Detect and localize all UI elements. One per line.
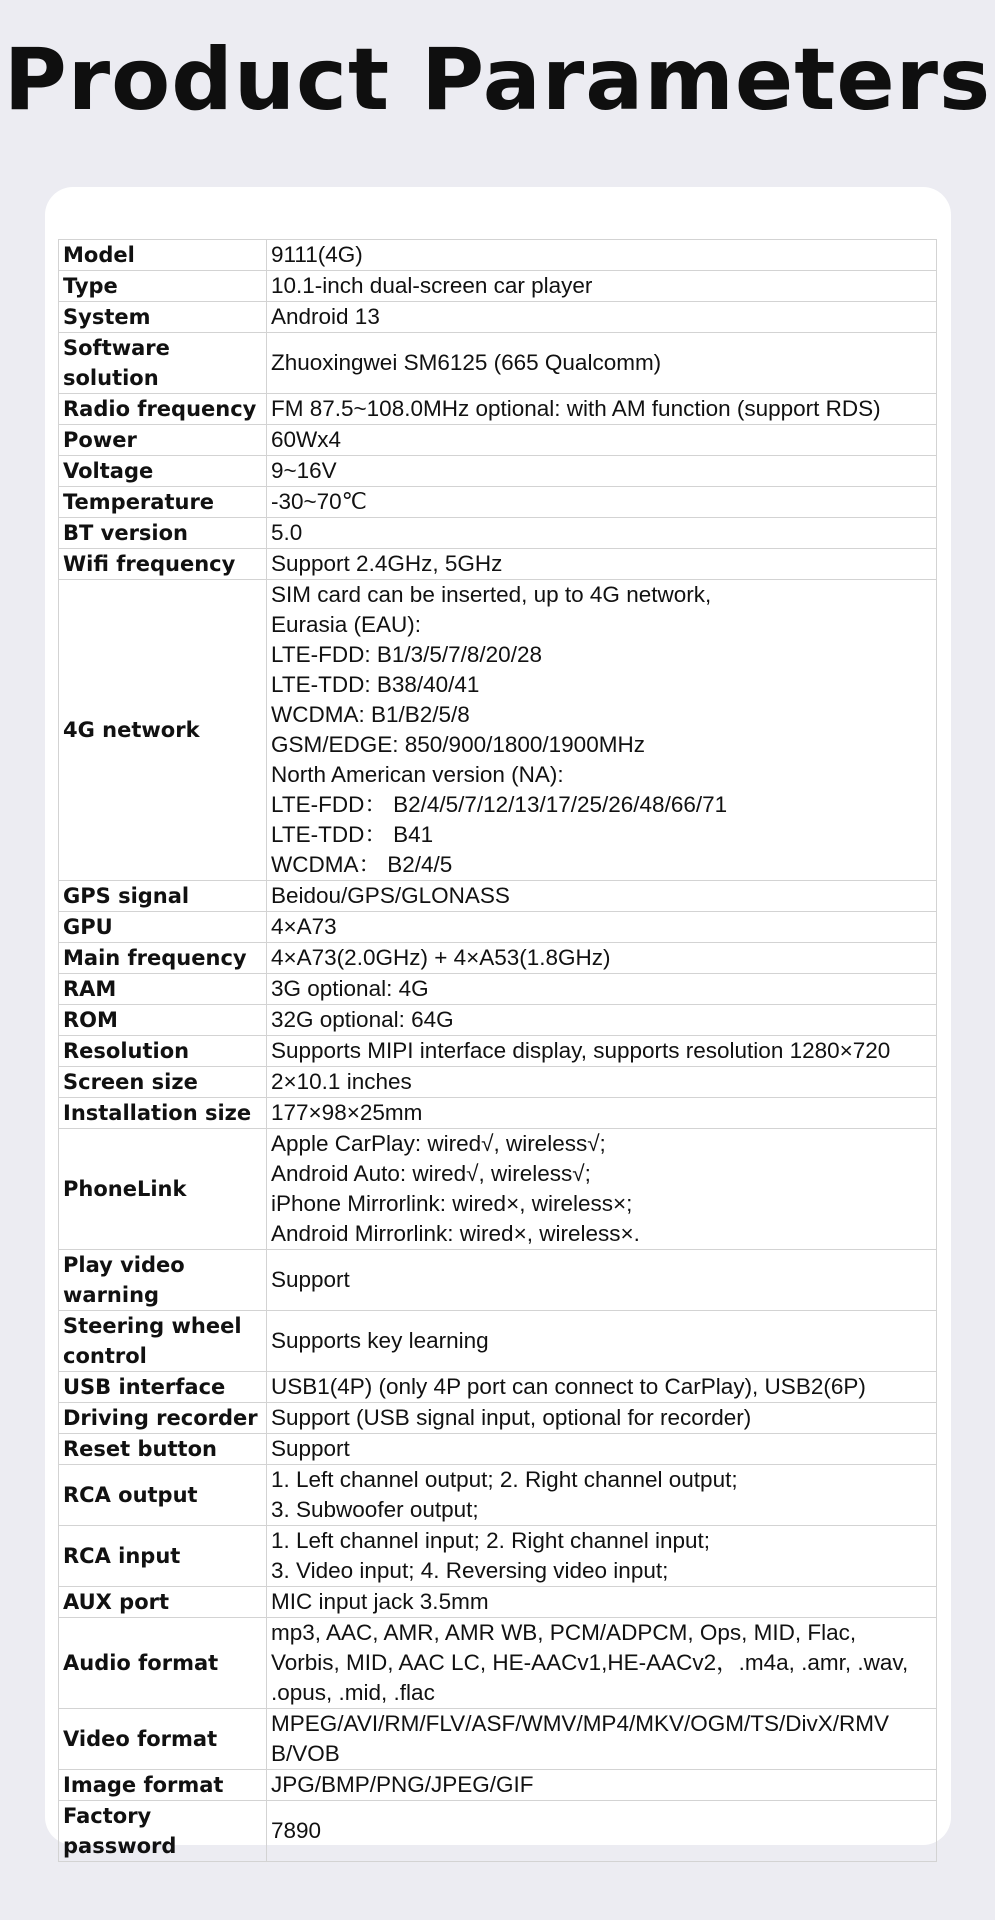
param-value <box>267 1372 937 1403</box>
param-value <box>267 912 937 943</box>
param-label: Resolution <box>59 1036 267 1067</box>
table-row <box>59 912 937 943</box>
param-value-line: .opus, .mid, .flac <box>271 1680 435 1705</box>
param-value-line: Zhuoxingwei SM6125 (665 Qualcomm) <box>271 350 662 375</box>
table-row <box>59 425 937 456</box>
page-title: Product Parameters <box>3 30 992 130</box>
table-row <box>59 1465 937 1526</box>
param-value <box>267 1129 937 1250</box>
param-label: Installation size <box>59 1098 267 1129</box>
table-row <box>59 333 937 394</box>
param-label: RCA input <box>59 1526 267 1587</box>
param-label: Factory password <box>59 1801 267 1862</box>
param-label: Steering wheel control <box>59 1311 267 1372</box>
param-value-line: 3. Video input; 4. Reversing video input; <box>271 1558 669 1583</box>
param-label: Model <box>59 240 267 271</box>
param-value-line: Vorbis, MID, AAC LC, HE-AACv1,HE-AACv2，.m4a, .amr, .wav, <box>271 1650 909 1675</box>
param-value-line: LTE-FDD: B1/3/5/7/8/20/28 <box>271 642 542 667</box>
table-row <box>59 1250 937 1311</box>
param-value-line: 3. Subwoofer output; <box>271 1497 479 1522</box>
param-value-line: FM 87.5~108.0MHz optional: with AM function (support RDS) <box>271 396 881 421</box>
param-label: Screen size <box>59 1067 267 1098</box>
table-row <box>59 974 937 1005</box>
table-row <box>59 1587 937 1618</box>
table-row <box>59 1005 937 1036</box>
param-value-line: Android 13 <box>271 304 380 329</box>
table-row <box>59 1129 937 1250</box>
param-value-line: 1. Left channel input; 2. Right channel input; <box>271 1528 711 1553</box>
param-value-line: SIM card can be inserted, up to 4G network, <box>271 582 712 607</box>
param-value <box>267 1403 937 1434</box>
param-value-line: JPG/BMP/PNG/JPEG/GIF <box>271 1772 534 1797</box>
param-value-line: WCDMA： B2/4/5 <box>271 852 453 877</box>
param-value <box>267 1311 937 1372</box>
param-label: PhoneLink <box>59 1129 267 1250</box>
param-value-line: Supports key learning <box>271 1328 489 1353</box>
param-value-line: 60Wx4 <box>271 427 342 452</box>
param-label: RCA output <box>59 1465 267 1526</box>
param-value-line: North American version (NA): <box>271 762 564 787</box>
param-value-line: 5.0 <box>271 520 303 545</box>
param-value <box>267 974 937 1005</box>
param-value <box>267 1067 937 1098</box>
param-value <box>267 1465 937 1526</box>
param-label: Video format <box>59 1709 267 1770</box>
param-label: GPU <box>59 912 267 943</box>
param-value-line: Support <box>271 1267 350 1292</box>
param-label: Driving recorder <box>59 1403 267 1434</box>
param-value-line: GSM/EDGE: 850/900/1800/1900MHz <box>271 732 645 757</box>
param-value <box>267 271 937 302</box>
table-row <box>59 943 937 974</box>
table-row <box>59 1067 937 1098</box>
param-value-line: LTE-FDD： B2/4/5/7/12/13/17/25/26/48/66/71 <box>271 792 728 817</box>
param-value <box>267 1250 937 1311</box>
param-value-line: Android Mirrorlink: wired×, wireless×. <box>271 1221 640 1246</box>
param-value-line: Support <box>271 1436 350 1461</box>
param-value-line: 177×98×25mm <box>271 1100 423 1125</box>
param-value <box>267 580 937 881</box>
table-row <box>59 1098 937 1129</box>
param-value-line: LTE-TDD: B38/40/41 <box>271 672 480 697</box>
param-value-line: Support (USB signal input, optional for recorder) <box>271 1405 752 1430</box>
param-value <box>267 1005 937 1036</box>
spec-table <box>58 239 937 1862</box>
param-label: Reset button <box>59 1434 267 1465</box>
param-value <box>267 943 937 974</box>
table-row <box>59 1618 937 1709</box>
param-value-line: iPhone Mirrorlink: wired×, wireless×; <box>271 1191 633 1216</box>
table-row <box>59 1403 937 1434</box>
table-row <box>59 518 937 549</box>
table-row <box>59 1709 937 1770</box>
param-value-line: WCDMA: B1/B2/5/8 <box>271 702 470 727</box>
param-value <box>267 333 937 394</box>
table-row <box>59 881 937 912</box>
param-label: Software solution <box>59 333 267 394</box>
param-label: AUX port <box>59 1587 267 1618</box>
table-row <box>59 394 937 425</box>
param-value <box>267 394 937 425</box>
param-value <box>267 1434 937 1465</box>
param-value-line: Beidou/GPS/GLONASS <box>271 883 510 908</box>
param-value-line: Support 2.4GHz, 5GHz <box>271 551 503 576</box>
param-value-line: 2×10.1 inches <box>271 1069 412 1094</box>
param-value <box>267 1036 937 1067</box>
table-row <box>59 1526 937 1587</box>
param-value-line: 4×A73(2.0GHz) + 4×A53(1.8GHz) <box>271 945 611 970</box>
param-value <box>267 1526 937 1587</box>
param-value <box>267 1801 937 1862</box>
table-row <box>59 1434 937 1465</box>
param-label: USB interface <box>59 1372 267 1403</box>
spec-table-body <box>59 240 937 1862</box>
param-label: Audio format <box>59 1618 267 1709</box>
param-value-line: 10.1-inch dual-screen car player <box>271 273 593 298</box>
param-value <box>267 549 937 580</box>
table-row <box>59 1372 937 1403</box>
table-row <box>59 271 937 302</box>
param-label: GPS signal <box>59 881 267 912</box>
param-label: Temperature <box>59 487 267 518</box>
param-value-line: MIC input jack 3.5mm <box>271 1589 489 1614</box>
param-value <box>267 1709 937 1770</box>
param-label: Main frequency <box>59 943 267 974</box>
param-label: Type <box>59 271 267 302</box>
param-value <box>267 1770 937 1801</box>
param-value <box>267 518 937 549</box>
param-value-line: 1. Left channel output; 2. Right channel output; <box>271 1467 738 1492</box>
param-label: Image format <box>59 1770 267 1801</box>
param-label: Play video warning <box>59 1250 267 1311</box>
param-value <box>267 456 937 487</box>
param-label: Power <box>59 425 267 456</box>
param-value-line: -30~70℃ <box>271 489 367 514</box>
param-value <box>267 425 937 456</box>
param-value-line: Android Auto: wired√, wireless√; <box>271 1161 591 1186</box>
param-value-line: 9111(4G) <box>271 242 363 267</box>
table-row <box>59 456 937 487</box>
param-value-line: Eurasia (EAU): <box>271 612 422 637</box>
param-value-line: LTE-TDD： B41 <box>271 822 434 847</box>
table-row <box>59 1801 937 1862</box>
table-row <box>59 240 937 271</box>
param-value-line: Apple CarPlay: wired√, wireless√; <box>271 1131 606 1156</box>
param-value-line: MPEG/AVI/RM/FLV/ASF/WMV/MP4/MKV/OGM/TS/DivX/RMV <box>271 1711 889 1736</box>
param-label: Radio frequency <box>59 394 267 425</box>
param-value <box>267 1098 937 1129</box>
param-value-line: 32G optional: 64G <box>271 1007 454 1032</box>
param-value-line: 4×A73 <box>271 914 337 939</box>
param-value-line: 7890 <box>271 1818 322 1843</box>
table-row <box>59 487 937 518</box>
param-value <box>267 487 937 518</box>
param-value-line: B/VOB <box>271 1741 340 1766</box>
table-row <box>59 1770 937 1801</box>
param-label: 4G network <box>59 580 267 881</box>
param-value-line: 9~16V <box>271 458 337 483</box>
param-label: Wifi frequency <box>59 549 267 580</box>
param-label: ROM <box>59 1005 267 1036</box>
param-label: Voltage <box>59 456 267 487</box>
table-row <box>59 1036 937 1067</box>
param-label: RAM <box>59 974 267 1005</box>
param-value-line: USB1(4P) (only 4P port can connect to CarPlay), USB2(6P) <box>271 1374 866 1399</box>
param-value-line: 3G optional: 4G <box>271 976 429 1001</box>
param-label: System <box>59 302 267 333</box>
table-row <box>59 302 937 333</box>
table-row <box>59 549 937 580</box>
param-label: BT version <box>59 518 267 549</box>
param-value <box>267 302 937 333</box>
param-value-line: mp3, AAC, AMR, AMR WB, PCM/ADPCM, Ops, MID, Flac, <box>271 1620 857 1645</box>
param-value <box>267 881 937 912</box>
table-row <box>59 580 937 881</box>
table-row <box>59 1311 937 1372</box>
param-value <box>267 1587 937 1618</box>
param-value <box>267 1618 937 1709</box>
param-value <box>267 240 937 271</box>
param-value-line: Supports MIPI interface display, supports resolution 1280×720 <box>271 1038 891 1063</box>
